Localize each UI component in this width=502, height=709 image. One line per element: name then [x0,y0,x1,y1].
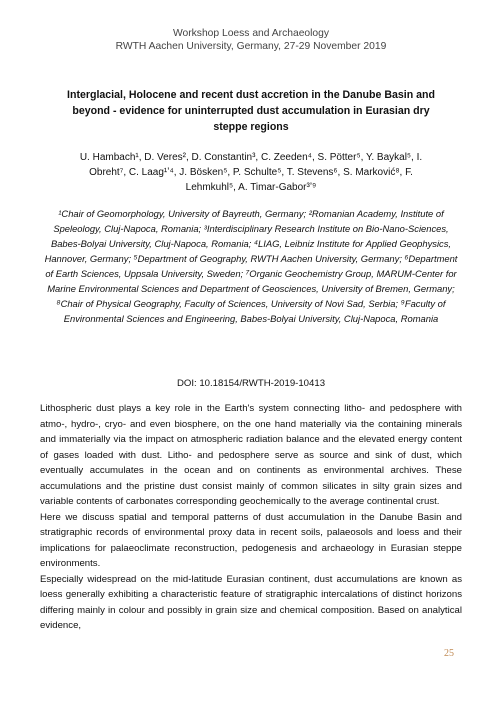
header-venue: RWTH Aachen University, Germany, 27-29 November 2019 [115,41,387,52]
affiliation-list: ¹Chair of Geomorphology, University of Bayreuth, Germany; ²Romanian Academy, Institute of Speleology, Cluj-Napoca, Romania; ³Interdisciplinary Research Institute on Bio-Nano-Sciences, Babes-Bolyai University, Cluj-Napoca, Romania; ⁴LIAG, Leibniz Institute for Applied Geophysics, Hannover, Germany; ⁵Department of Geography, RWTH Aachen University, Germany; ⁶Department of Earth Sciences, Uppsala University, Sweden; ⁷Organic Geochemistry Group, MARUM-Center for Marine Environmental Sciences and Department of Geosciences, University of Bremen, Germany; ⁸Chair of Physical Geography, Faculty of Sciences, University of Novi Sad, Serbia; ⁹Faculty of Environmental Sciences and Engineering, Babes-Bolyai University, Cluj-Napoca, Romania [44,208,458,324]
page-number: 25 [444,648,454,659]
body-paragraph: Especially widespread on the mid-latitude Eurasian continent, dust accumulations are known as loess generally exhibiting a characteristic feature of stratigraphic intercalations of distinct horizons differing mainly in colour and possibly in grain size and chemical composition. Based on analytical evidence, [40,573,462,631]
header-workshop: Workshop Loess and Archaeology [172,28,330,39]
doi-line: DOI: 10.18154/RWTH-2019-10413 [176,378,326,389]
body-paragraph: Lithospheric dust plays a key role in the Earth's system connecting litho- and pedosphere with atmo-, hydro-, cryo- and even biosphere, on the one hand materially via the containing minerals and immaterially via the impact on atmospheric radiation balance and the elevated energy content of gases loaded with dust. Litho- and pedosphere serve as source and sink of dust, which eventually accumulates in the ocean and on continents as environmental archives. These accumulations and the pristine dust consist mainly of common silicates in silty grain sizes and variable contents of carbonates corresponding geochemically to the average continental crust. [40,403,462,507]
paper-title: Interglacial, Holocene and recent dust accretion in the Danube Basin and beyond - evidence for uninterrupted dust accumulation in Eurasian dry steppe regions [67,89,435,133]
body-paragraph: Here we discuss spatial and temporal patterns of dust accumulation in the Danube Basin and stratigraphic records of environmental proxy data in recent soils, palaeosols and loess and their implications for palaeoclimate reconstruction, pedogenesis and archaeology in Eurasian steppe environments. [40,511,462,569]
author-list: U. Hambach¹, D. Veres², D. Constantin³, C. Zeeden⁴, S. Pötter⁵, Y. Baykal⁵, I. Obreht⁷, C. Laag¹ʼ⁴, J. Bösken⁵, P. Schulte⁵, T. Stevens⁶, S. Marković⁸, F. Lehmkuhl⁵, A. Timar-Gabor³ʼ⁹ [79,152,423,193]
running-header [0,27,502,53]
abstract-body [40,401,462,634]
